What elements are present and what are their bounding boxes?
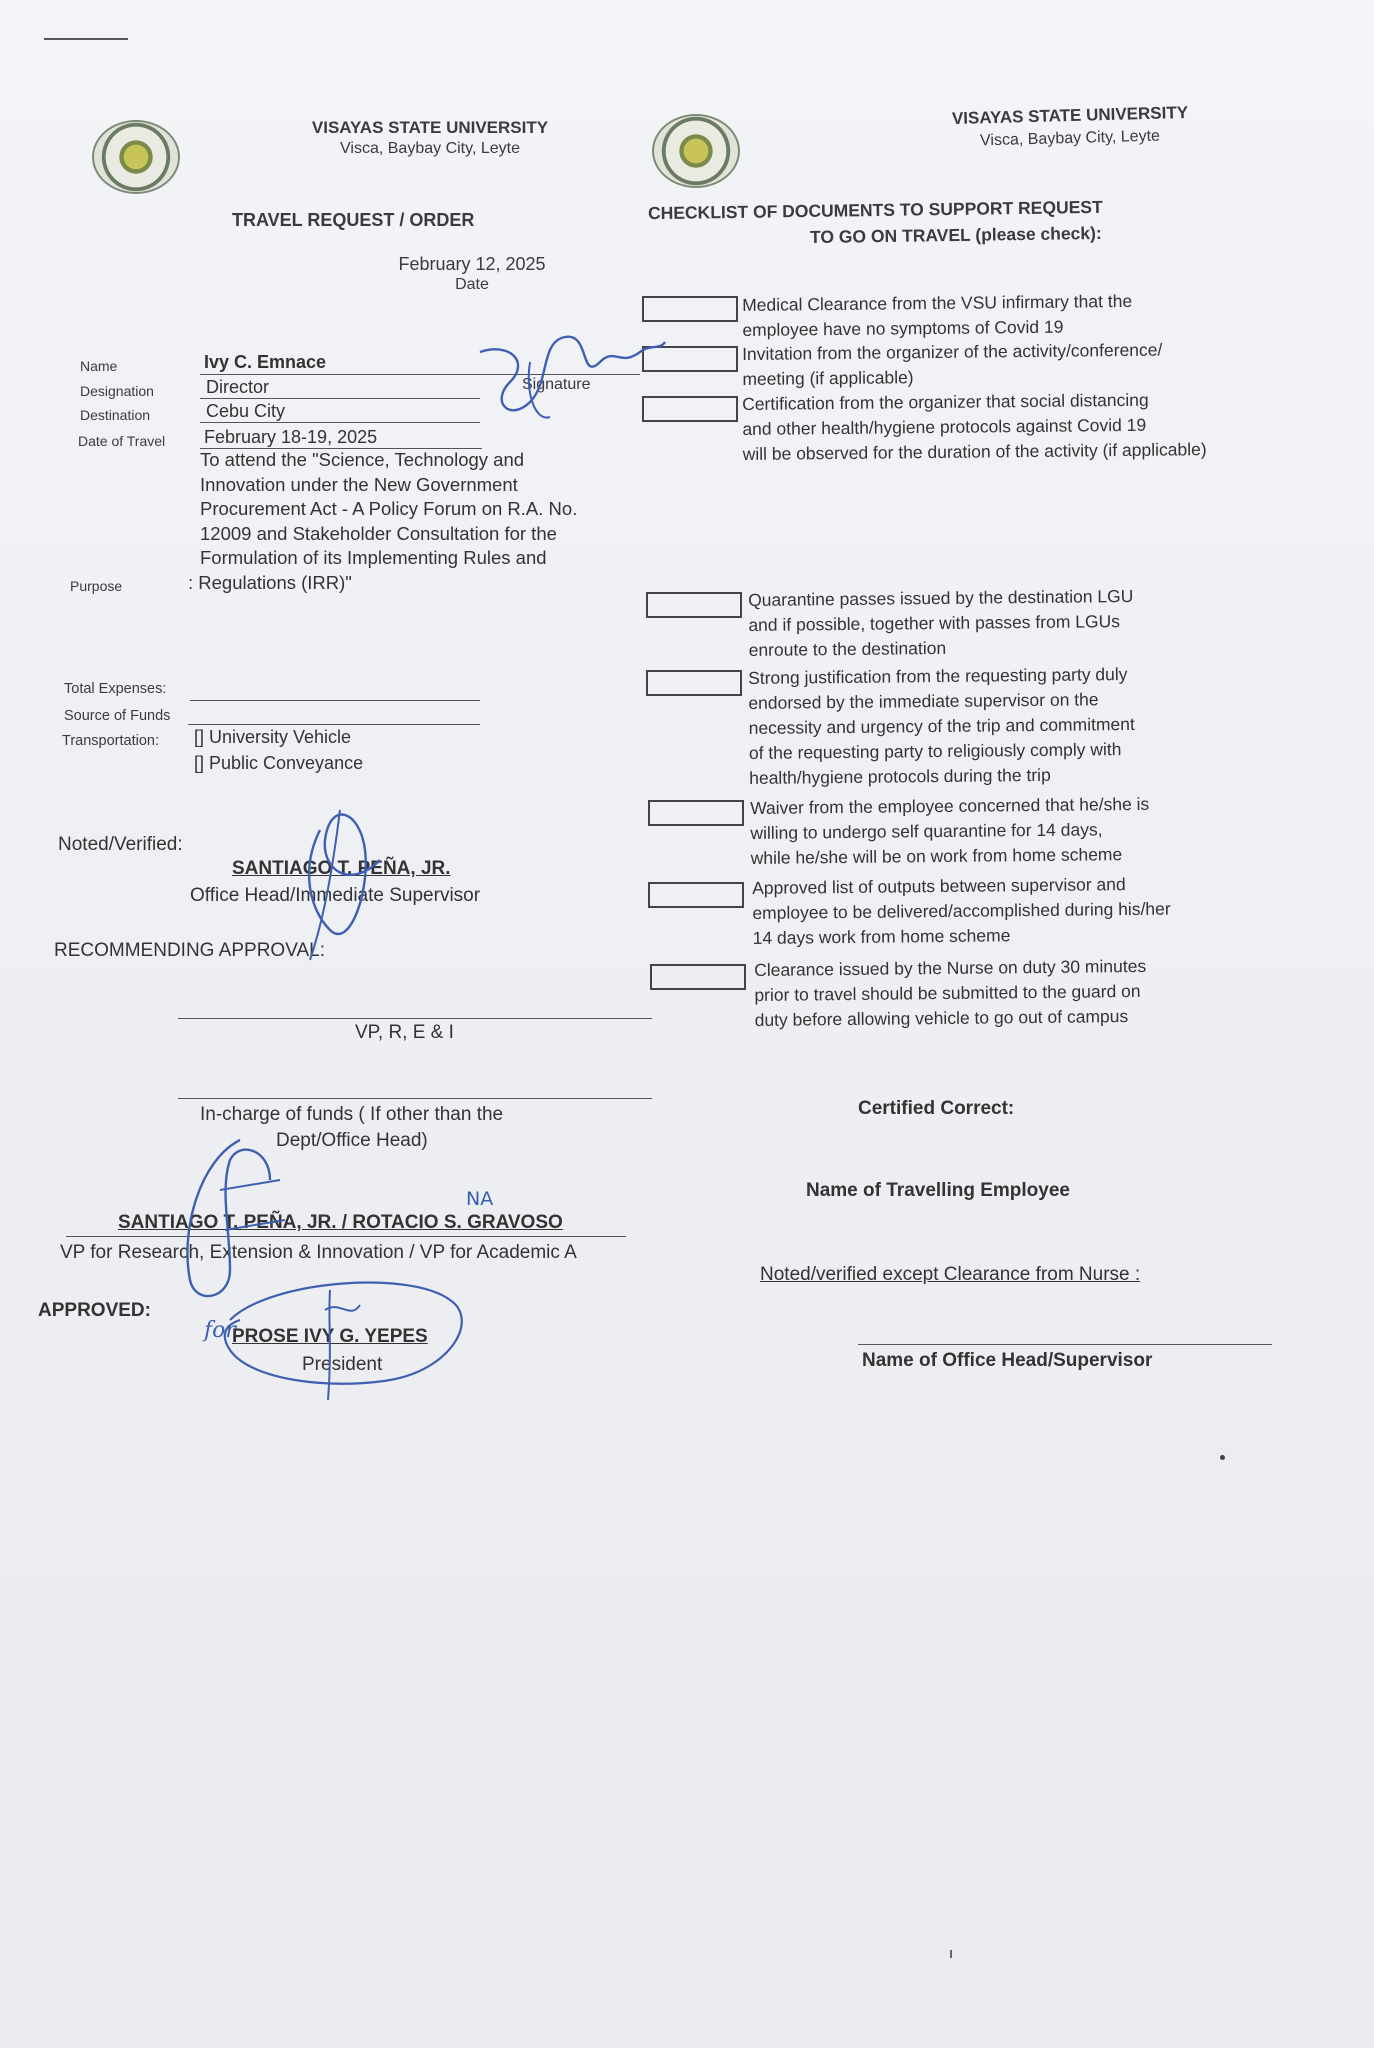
checklist-item-line: Certification from the organizer that social distancing (742, 389, 1149, 414)
checklist-title-line1: CHECKLIST OF DOCUMENTS TO SUPPORT REQUEST (647, 196, 1103, 224)
recommending-approval-label: RECOMMENDING APPROVAL: (54, 940, 325, 961)
total-expenses-underline (190, 700, 480, 701)
travelling-employee-label: Name of Travelling Employee (806, 1180, 1070, 1201)
office-head-signature-line (858, 1344, 1272, 1345)
university-name-right: VISAYAS STATE UNIVERSITY (951, 102, 1189, 129)
destination-underline (200, 422, 480, 423)
transport-public-conveyance: [] Public Conveyance (194, 753, 364, 773)
university-name-left: VISAYAS STATE UNIVERSITY (311, 118, 549, 137)
designation-value: Director (206, 377, 270, 397)
checklist-item (748, 660, 1349, 791)
vp-names: SANTIAGO T. PEÑA, JR. / ROTACIO S. GRAVOSO (118, 1212, 563, 1233)
checklist-item-line: Invitation from the organizer of the activity/conference/ (742, 339, 1163, 364)
checklist-item-line: Waiver from the employee concerned that he/she is (750, 793, 1150, 818)
checklist-item-line: 14 days work from home scheme (752, 925, 1011, 948)
checklist-item-line: and if possible, together with passes from LGUs (748, 611, 1121, 635)
designation-underline (200, 398, 480, 399)
checkbox-approved-outputs[interactable] (648, 882, 744, 908)
source-of-funds-underline (188, 724, 480, 725)
university-seal-left (92, 120, 180, 194)
na-mark: NA (466, 1188, 494, 1210)
checklist-item-line: and other health/hygiene protocols against Covid 19 (742, 414, 1147, 439)
designation-label: Designation (80, 383, 154, 399)
checklist-item-line: duty before allowing vehicle to go out of campus (754, 1006, 1129, 1030)
office-head-label: Name of Office Head/Supervisor (862, 1350, 1153, 1371)
checklist-item-line: enroute to the destination (748, 637, 947, 660)
checkbox-certification[interactable] (642, 396, 738, 422)
university-address-right: Visca, Baybay City, Leyte (979, 127, 1161, 150)
checkbox-medical-clearance[interactable] (642, 296, 738, 322)
purpose-line: Procurement Act - A Policy Forum on R.A. No. (200, 498, 578, 519)
checklist-item-line: Quarantine passes issued by the destination LGU (748, 585, 1134, 610)
university-seal-right (652, 114, 740, 188)
checklist-item-line: willing to undergo self quarantine for 14 days, (750, 819, 1103, 843)
top-mark (44, 38, 128, 40)
checklist-item-line: prior to travel should be submitted to the guard on (754, 980, 1141, 1005)
vp-rei-label: VP, R, E & I (355, 1022, 454, 1043)
checklist-item (748, 582, 1349, 663)
name-label: Name (80, 358, 118, 374)
purpose-line: Innovation under the New Government (200, 473, 518, 495)
checklist-item-line: endorsed by the immediate supervisor on the (748, 689, 1099, 713)
date-label: Date (455, 276, 489, 293)
checklist-item (742, 385, 1374, 467)
transportation-label: Transportation: (62, 733, 159, 749)
transport-university-vehicle: [] University Vehicle (194, 727, 352, 747)
checklist-item-line: Approved list of outputs between supervisor and (752, 874, 1126, 898)
checkbox-nurse-clearance[interactable] (650, 964, 746, 990)
ink-tick (950, 1950, 952, 1958)
checklist-item-line: necessity and urgency of the trip and commitment (748, 713, 1135, 738)
approved-label: APPROVED: (38, 1300, 151, 1321)
president-name: PROSE IVY G. YEPES (232, 1326, 428, 1347)
checklist-title-line2: TO GO ON TRAVEL (please check): (809, 222, 1102, 248)
destination-value: Cebu City (206, 401, 286, 421)
purpose-label: Purpose (70, 578, 123, 594)
name-value: Ivy C. Emnace (204, 352, 327, 372)
checklist-item (742, 336, 1342, 392)
checklist-item-line: health/hygiene protocols during the trip (749, 764, 1051, 788)
purpose-text (188, 448, 640, 595)
checklist-item-line: Medical Clearance from the VSU infirmary that the (742, 290, 1133, 315)
certified-correct-label: Certified Correct: (858, 1098, 1015, 1119)
checkbox-invitation[interactable] (642, 346, 738, 372)
vp-signature-line (178, 1018, 652, 1019)
purpose-line: : Regulations (IRR)" (188, 571, 352, 593)
checkbox-waiver[interactable] (648, 800, 744, 826)
checklist-item (742, 287, 1342, 343)
noted-signatory-title: Office Head/Immediate Supervisor (190, 885, 481, 906)
checkbox-strong-justification[interactable] (646, 670, 742, 696)
checklist-item-line: Clearance issued by the Nurse on duty 30 minutes (754, 955, 1147, 980)
incharge-signature-line (178, 1098, 652, 1099)
date-of-travel-value: February 18-19, 2025 (204, 427, 378, 447)
checklist-item (750, 790, 1351, 871)
checklist-item-line: employee have no symptoms of Covid 19 (742, 316, 1064, 340)
source-of-funds-label: Source of Funds (64, 708, 171, 724)
total-expenses-label: Total Expenses: (64, 681, 167, 697)
incharge-line-1: In-charge of funds ( If other than the (200, 1104, 504, 1125)
ink-dot (1220, 1455, 1225, 1460)
checklist-item (754, 952, 1355, 1033)
checklist-item-line: will be observed for the duration of the activity (if applicable) (742, 439, 1207, 464)
name-underline (200, 374, 640, 375)
incharge-line-2: Dept/Office Head) (276, 1130, 428, 1151)
noted-signatory-name: SANTIAGO T. PEÑA, JR. (232, 858, 451, 879)
checklist-item-line: meeting (if applicable) (742, 367, 914, 389)
form-title: TRAVEL REQUEST / ORDER (232, 210, 475, 230)
purpose-line: To attend the "Science, Technology and (200, 449, 525, 470)
president-title: President (302, 1354, 383, 1375)
noted-verified-label: Noted/Verified: (58, 834, 183, 855)
date-of-travel-label: Date of Travel (78, 433, 166, 449)
destination-label: Destination (80, 407, 151, 423)
purpose-line: 12009 and Stakeholder Consultation for the (200, 522, 557, 544)
vp-titles: VP for Research, Extension & Innovation / VP for Academic A (60, 1242, 577, 1263)
purpose-line: Formulation of its Implementing Rules and (200, 547, 547, 568)
signature-label: Signature (522, 376, 591, 393)
checklist-item-line: while he/she will be on work from home scheme (750, 844, 1123, 868)
checklist-item-line: Strong justification from the requesting party duly (748, 664, 1128, 688)
checklist-item-line: of the requesting party to religiously comply with (748, 739, 1122, 763)
checklist-item (752, 870, 1373, 951)
checkbox-quarantine-passes[interactable] (646, 592, 742, 618)
university-address-left: Visca, Baybay City, Leyte (340, 140, 520, 157)
for-mark: for (204, 1318, 236, 1343)
checklist-item-line: employee to be delivered/accomplished during his/her (752, 898, 1171, 923)
vp-names-line (66, 1236, 626, 1237)
date-value: February 12, 2025 (398, 254, 546, 274)
noted-except-label: Noted/verified except Clearance from Nurse : (760, 1264, 1141, 1285)
